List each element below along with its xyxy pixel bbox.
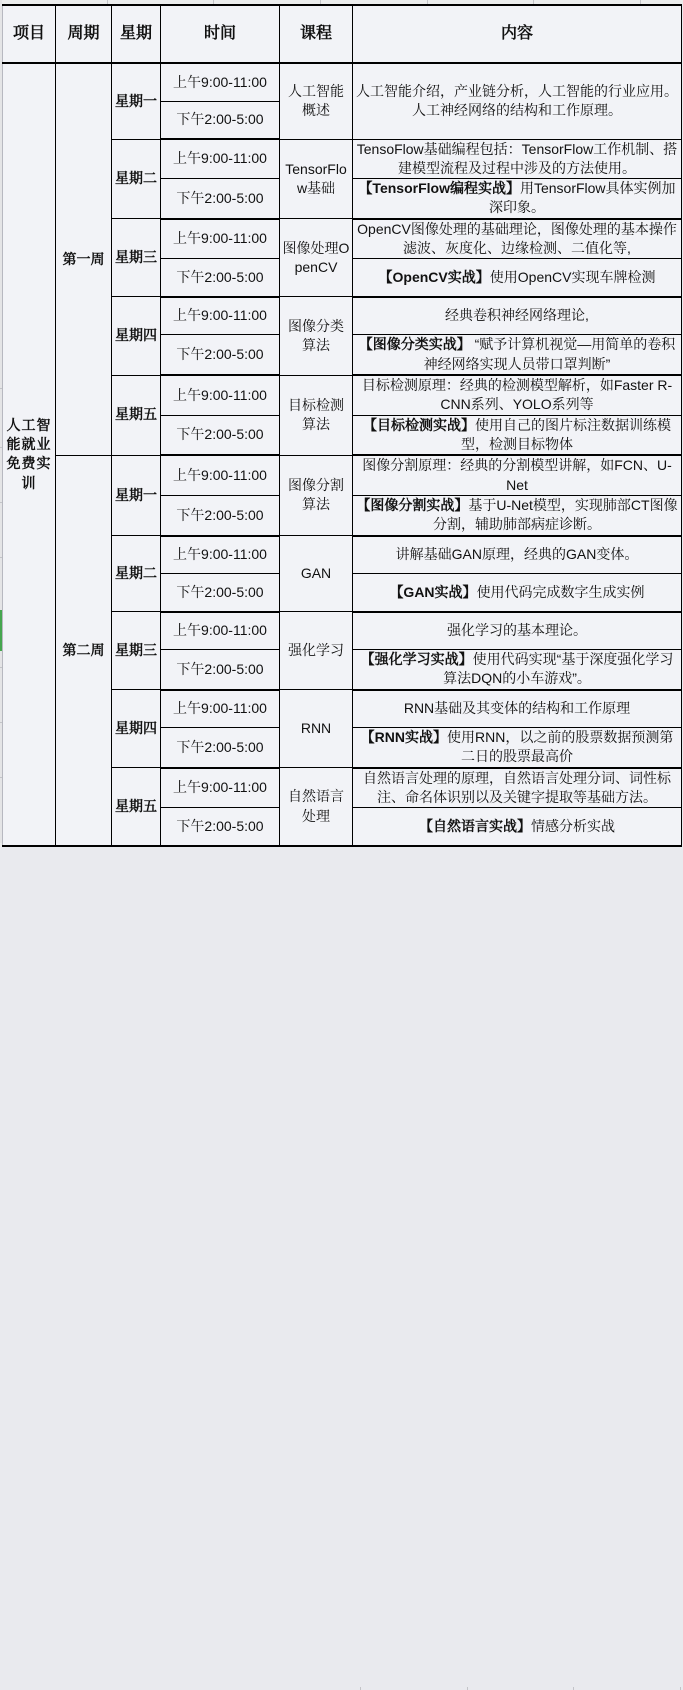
time-cell-am: 上午9:00-11:00 [161, 612, 280, 650]
course-cell: GAN [280, 536, 353, 612]
weekday-cell: 星期五 [112, 768, 161, 846]
course-cell: 强化学习 [280, 612, 353, 690]
header-weekday: 星期 [112, 5, 161, 63]
course-cell: RNN [280, 690, 353, 768]
time-cell-pm: 下午2:00-5:00 [161, 259, 280, 297]
practice-text: 使用OpenCV实现车牌检测 [489, 268, 656, 285]
project-title-cell: 人工智能就业免费实训 [3, 63, 56, 846]
weekday-cell: 星期四 [112, 297, 161, 375]
content-cell-am: 自然语言处理的原理，自然语言处理分词、词性标注、命名体识别以及关键字提取等基础方法。 [353, 768, 682, 808]
course-cell: 图像分类算法 [280, 297, 353, 375]
weekday-cell: 星期五 [112, 375, 161, 455]
practice-text: “赋予计算机视觉—用简单的卷积神经网络实现人员带口罩判断” [423, 336, 676, 372]
time-cell-am: 上午9:00-11:00 [161, 139, 280, 179]
content-cell-am: 强化学习的基本理论。 [353, 612, 682, 650]
header-period: 周期 [56, 5, 112, 63]
course-cell: TensorFlow基础 [280, 139, 353, 219]
practice-text: 用TensorFlow具体实例加深印象。 [489, 180, 676, 216]
practice-label: 【TensorFlow编程实战】 [358, 180, 520, 197]
time-cell-am: 上午9:00-11:00 [161, 219, 280, 259]
period-cell-week1: 第一周 [56, 63, 112, 455]
weekday-cell: 星期三 [112, 612, 161, 690]
content-cell-am: RNN基础及其变体的结构和工作原理 [353, 690, 682, 728]
practice-label: 【图像分类实战】 [358, 336, 471, 353]
content-cell-am: 图像分割原理：经典的分割模型讲解，如FCN、U-Net [353, 455, 682, 495]
time-cell-pm: 下午2:00-5:00 [161, 335, 280, 375]
weekday-cell: 星期一 [112, 455, 161, 535]
content-cell-pm [353, 495, 682, 535]
weekday-cell: 星期二 [112, 139, 161, 219]
period-cell-week2: 第二周 [56, 455, 112, 846]
time-cell-pm: 下午2:00-5:00 [161, 574, 280, 612]
header-content: 内容 [353, 5, 682, 63]
time-cell-pm: 下午2:00-5:00 [161, 495, 280, 535]
content-cell-am: TensoFlow基础编程包括：TensorFlow工作机制、搭建模型流程及过程中涉及的方法使用。 [353, 139, 682, 179]
time-cell-am: 上午9:00-11:00 [161, 455, 280, 495]
time-cell-am: 上午9:00-11:00 [161, 297, 280, 335]
practice-text: 使用代码实现“基于深度强化学习算法DQN的小车游戏”。 [443, 651, 674, 687]
header-course: 课程 [280, 5, 353, 63]
practice-text: 使用代码完成数字生成实例 [476, 583, 645, 600]
content-cell-pm [353, 574, 682, 612]
content-cell-pm [353, 179, 682, 219]
time-cell-pm: 下午2:00-5:00 [161, 415, 280, 455]
time-cell-am: 上午9:00-11:00 [161, 768, 280, 808]
course-cell: 图像处理OpenCV [280, 219, 353, 297]
practice-label: 【GAN实战】 [389, 583, 477, 600]
weekday-cell: 星期一 [112, 63, 161, 139]
content-cell-pm [353, 808, 682, 846]
content-cell-pm [353, 335, 682, 375]
content-cell-merged: 人工智能介绍，产业链分析，人工智能的行业应用。人工神经网络的结构和工作原理。 [353, 63, 682, 139]
time-cell-am: 上午9:00-11:00 [161, 690, 280, 728]
content-cell-pm [353, 415, 682, 455]
practice-text: 情感分析实战 [531, 817, 615, 834]
practice-text: 使用RNN，以之前的股票数据预测第二日的股票最高价 [447, 729, 674, 765]
practice-label: 【强化学习实战】 [360, 651, 473, 667]
header-project: 项目 [3, 5, 56, 63]
course-cell: 自然语言处理 [280, 768, 353, 846]
course-cell: 人工智能概述 [280, 63, 353, 139]
time-cell-pm: 下午2:00-5:00 [161, 101, 280, 139]
practice-label: 【OpenCV实战】 [378, 268, 490, 285]
time-cell-pm: 下午2:00-5:00 [161, 650, 280, 690]
content-cell-am: 目标检测原理：经典的检测模型解析，如Faster R-CNN系列、YOLO系列等 [353, 375, 682, 415]
header-time: 时间 [161, 5, 280, 63]
header-row [3, 5, 682, 63]
content-cell-pm [353, 650, 682, 690]
content-cell-am: OpenCV图像处理的基础理论，图像处理的基本操作滤波、灰度化、边缘检测、二值化等, [353, 219, 682, 259]
time-cell-pm: 下午2:00-5:00 [161, 179, 280, 219]
time-cell-am: 上午9:00-11:00 [161, 63, 280, 101]
weekday-cell: 星期二 [112, 536, 161, 612]
practice-label: 【图像分割实战】 [356, 496, 469, 513]
time-cell-pm: 下午2:00-5:00 [161, 808, 280, 846]
content-cell-pm [353, 728, 682, 768]
practice-label: 【目标检测实战】 [363, 416, 475, 433]
practice-label: 【RNN实战】 [360, 729, 447, 746]
time-cell-am: 上午9:00-11:00 [161, 536, 280, 574]
content-cell-pm [353, 259, 682, 297]
time-cell-pm: 下午2:00-5:00 [161, 728, 280, 768]
course-cell: 目标检测算法 [280, 375, 353, 455]
weekday-cell: 星期四 [112, 690, 161, 768]
practice-label: 【自然语言实战】 [419, 817, 531, 834]
practice-text: 使用自己的图片标注数据训练模型，检测目标物体 [461, 416, 671, 452]
content-cell-am: 讲解基础GAN原理，经典的GAN变体。 [353, 536, 682, 574]
practice-text: 基于U-Net模型，实现肺部CT图像分割，辅助肺部病症诊断。 [433, 496, 678, 533]
time-cell-am: 上午9:00-11:00 [161, 375, 280, 415]
weekday-cell: 星期三 [112, 219, 161, 297]
course-cell: 图像分割算法 [280, 455, 353, 535]
schedule-table [2, 4, 682, 847]
content-cell-am: 经典卷积神经网络理论, [353, 297, 682, 335]
